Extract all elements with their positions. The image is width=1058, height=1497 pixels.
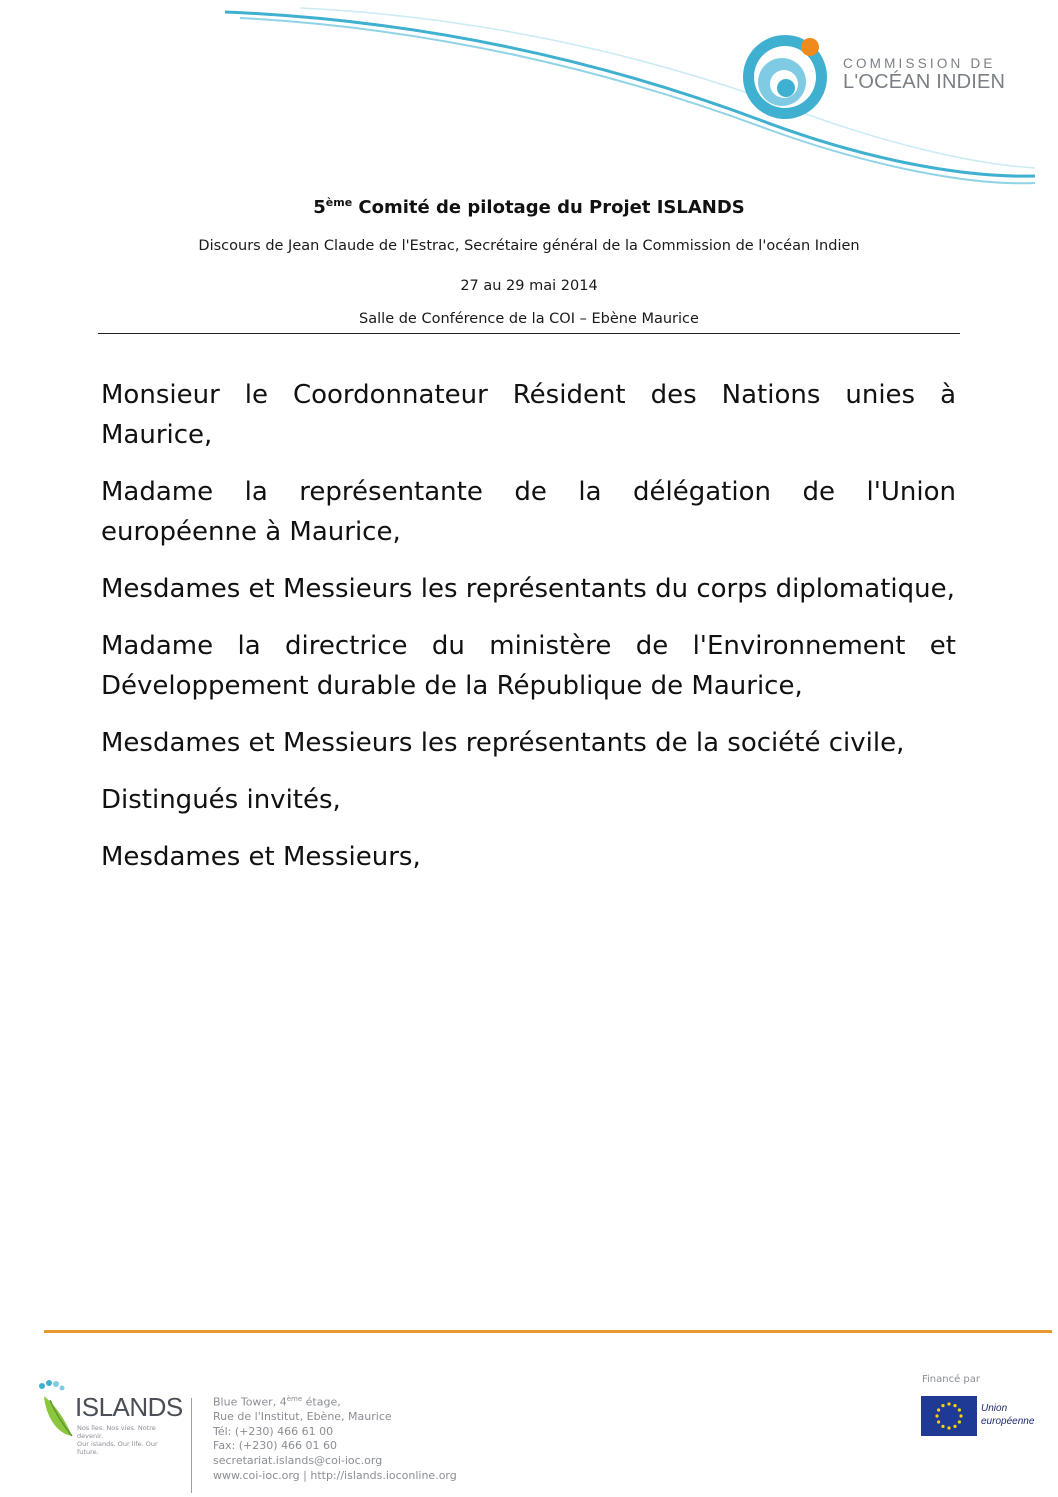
contact-web: www.coi-ioc.org | http://islands.ioconline.org — [213, 1468, 457, 1482]
islands-name: ISLANDS — [75, 1392, 183, 1422]
address-building: Blue Tower, 4 — [213, 1395, 287, 1409]
contact-address — [213, 1392, 457, 1483]
islands-tagline-fr: Nos îles. Nos vies. Notre devenir. — [77, 1424, 156, 1440]
contact-fax: Fax: (+230) 466 01 60 — [213, 1439, 338, 1453]
eu-label-line1: Union — [981, 1403, 1008, 1414]
salutation-paragraph: Madame la représentante de la délégation de l'Union européenne à Maurice, — [101, 477, 956, 547]
footer-vertical-divider — [191, 1398, 192, 1493]
address-floor: étage, — [302, 1395, 341, 1409]
financed-by-label: Financé par — [922, 1374, 981, 1385]
organization-name — [843, 56, 1005, 94]
eu-label-line2: européenne — [981, 1415, 1035, 1427]
salutations-list — [101, 375, 956, 894]
event-venue: Salle de Conférence de la COI – Ebène Maurice — [359, 311, 699, 327]
document-subtitle: Discours de Jean Claude de l'Estrac, Secrétaire général de la Commission de l'océan Indien — [198, 238, 860, 254]
document-title — [98, 196, 960, 218]
salutation-paragraph: Monsieur le Coordonnateur Résident des Nations unies à Maurice, — [101, 380, 956, 450]
title-number: 5 — [313, 197, 326, 218]
footer-divider — [44, 1330, 1052, 1333]
address-floor-sup: ème — [286, 1395, 303, 1403]
eu-flag-icon — [921, 1396, 977, 1436]
event-dates: 27 au 29 mai 2014 — [460, 278, 598, 294]
eu-label — [981, 1403, 1034, 1428]
salutation-paragraph: Mesdames et Messieurs les représentants du corps diplomatique, — [101, 574, 955, 604]
salutation-paragraph: Madame la directrice du ministère de l'Environnement et Développement durable de la République de Maurice, — [101, 631, 956, 701]
contact-tel: Tél: (+230) 466 61 00 — [213, 1424, 334, 1438]
title-superscript: ème — [325, 196, 353, 209]
islands-tagline-en: Our islands. Our life. Our future. — [77, 1440, 158, 1456]
address-line2: Rue de l'Institut, Ebène, Maurice — [213, 1410, 392, 1424]
salutation-paragraph: Distingués invités, — [101, 785, 341, 815]
title-text: Comité de pilotage du Projet ISLANDS — [352, 197, 745, 218]
organization-name-line1: COMMISSION DE — [843, 56, 996, 71]
header-divider — [98, 333, 960, 334]
contact-email: secretariat.islands@coi-ioc.org — [213, 1454, 383, 1468]
organization-name-line2: L'OCÉAN INDIEN — [843, 71, 1006, 93]
address-line1 — [213, 1392, 457, 1410]
islands-tagline — [77, 1424, 177, 1456]
salutation-paragraph: Mesdames et Messieurs les représentants de la société civile, — [101, 728, 905, 758]
salutation-paragraph: Mesdames et Messieurs, — [101, 842, 421, 872]
